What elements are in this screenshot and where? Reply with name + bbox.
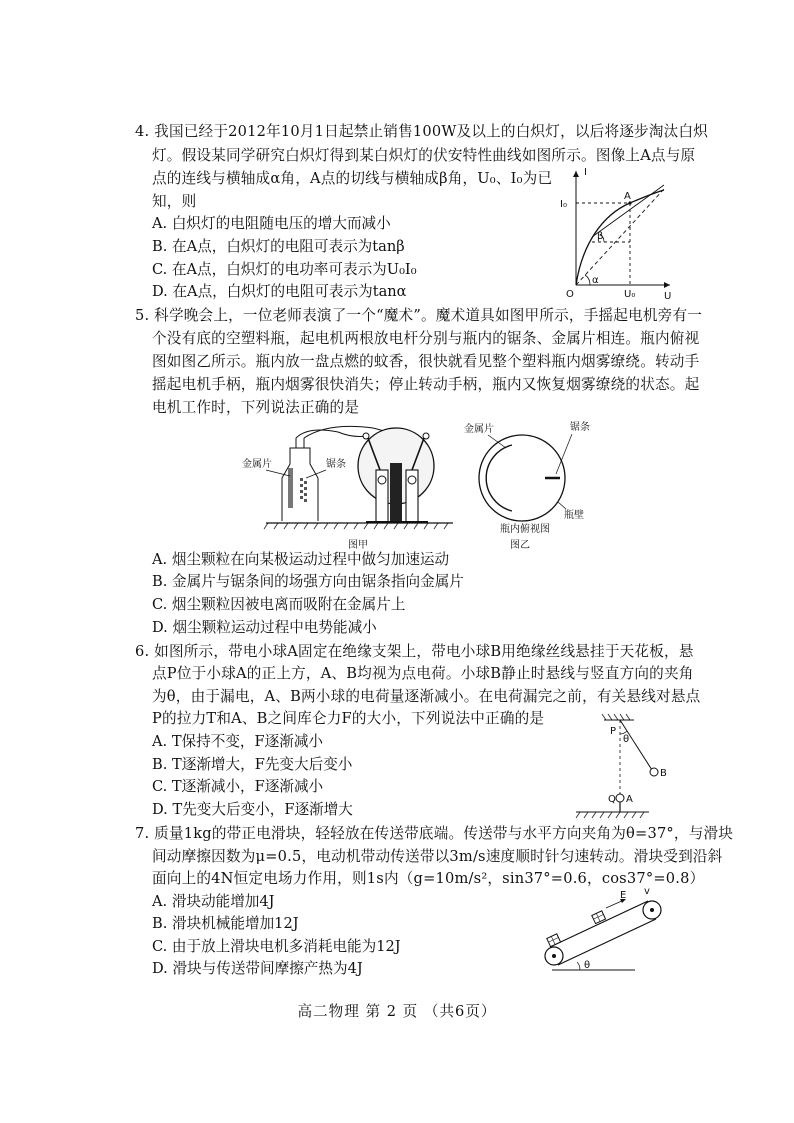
q5-option-a: A. 烟尘颗粒在向某极运动过程中做匀加速运动 (152, 551, 450, 568)
q5-yi-metal-sheet-label: 金属片 (464, 424, 494, 435)
q4-fig-alpha-label: α (592, 275, 599, 286)
page-footer: 高二物理 第 2 页 （共6页） (297, 1003, 497, 1020)
q5-stem-line-3: 图如图乙所示。瓶内放一盘点燃的蚊香，很快就看见整个塑料瓶内烟雾缭绕。转动手 (152, 353, 700, 370)
q5-option-b: B. 金属片与锯条间的场强方向由锯条指向金属片 (152, 573, 464, 590)
q7-fig-e-label: E (620, 890, 627, 901)
q6-pendulum-figure (574, 712, 674, 822)
q6-stem-line-2: 点P位于小球A的正上方，A、B均视为点电荷。小球B静止时悬线与竖直方向的夹角 (152, 665, 694, 682)
q7-stem-line-1: 7. 质量1kg的带正电滑块，轻轻放在传送带底端。传送带与水平方向夹角为θ=37°，与滑块 (135, 825, 734, 842)
q7-fig-theta-label: θ (584, 960, 591, 971)
q7-conveyor-figure (540, 888, 670, 980)
q6-option-c: C. T逐渐减小，F逐渐减小 (152, 778, 324, 795)
q5-yi-caption: 图乙 (510, 540, 530, 551)
q7-option-d: D. 滑块与传送带间摩擦产热为4J (152, 960, 363, 977)
q6-stem-line-3: 为θ，由于漏电，A、B两小球的电荷量逐渐减小。在电荷漏完之前，有关悬线对悬点 (152, 688, 701, 705)
q6-fig-a-label: A (626, 794, 633, 805)
q5-jia-caption: 图甲 (348, 540, 368, 551)
q4-fig-u0-label: U₀ (624, 289, 636, 300)
q5-stem-line-4: 摇起电机手柄，瓶内烟雾很快消失；停止转动手柄，瓶内又恢复烟雾缭绕的状态。起 (152, 376, 700, 393)
q7-stem-line-2: 间动摩擦因数为μ=0.5，电动机带动传送带以3m/s速度顺时针匀速转动。滑块受到沿斜 (152, 848, 723, 865)
q5-stem-line-1: 5. 科学晚会上，一位老师表演了一个“魔术”。魔术道具如图甲所示，手摇起电机旁有一 (135, 307, 703, 324)
q5-yi-subcaption: 瓶内俯视图 (500, 524, 550, 535)
q4-iv-curve-figure (560, 165, 674, 302)
q5-option-c: C. 烟尘颗粒因被电离而吸附在金属片上 (152, 596, 406, 613)
q4-stem-line-4: 知，则 (152, 193, 197, 210)
q4-fig-x-axis-label: U (664, 291, 672, 302)
q4-stem-line-3: 点的连线与横轴成α角，A点的切线与横轴成β角，U₀、I₀为已 (152, 170, 553, 187)
q6-fig-p-label: P (610, 726, 617, 737)
q4-stem-line-1: 4. 我国已经于2012年10月1日起禁止销售100W及以上的白炽灯，以后将逐步淘汰白炽 (135, 123, 709, 140)
q5-jia-metal-sheet-label: 金属片 (242, 459, 272, 470)
q6-fig-theta-label: θ (623, 734, 630, 745)
q7-option-a: A. 滑块动能增加4J (152, 893, 275, 910)
q6-fig-q-label: Q (608, 794, 616, 805)
q5-stem-line-2: 个没有底的空塑料瓶，起电机两根放电杆分别与瓶内的锯条、金属片相连。瓶内俯视 (152, 330, 700, 347)
q6-stem-line-4: P的拉力T和A、B之间库仑力F的大小，下列说法中正确的是 (152, 710, 545, 727)
q4-option-a: A. 白炽灯的电阻随电压的增大而减小 (152, 215, 391, 232)
q4-fig-point-a-label: A (624, 191, 631, 202)
q4-fig-beta-label: β (597, 231, 604, 242)
q4-option-c: C. 在A点，白炽灯的电功率可表示为U₀I₀ (152, 261, 417, 278)
q6-option-d: D. T先变大后变小，F逐渐增大 (152, 801, 353, 818)
q7-option-b: B. 滑块机械能增加12J (152, 915, 299, 932)
q4-fig-y-axis-label: I (584, 167, 587, 178)
q5-figure-jia (238, 418, 463, 553)
q5-figure-yi (460, 418, 590, 558)
q5-jia-saw-blade-label: 锯条 (326, 459, 346, 470)
q6-fig-b-label: B (660, 768, 667, 779)
q4-stem-line-2: 灯。假设某同学研究白炽灯得到某白炽灯的伏安特性曲线如图所示。图像上A点与原 (152, 147, 696, 164)
q7-fig-v-label: v (644, 886, 650, 897)
q4-option-b: B. 在A点，白炽灯的电阻可表示为tanβ (152, 238, 405, 255)
q6-option-a: A. T保持不变，F逐渐减小 (152, 733, 324, 750)
q7-option-c: C. 由于放上滑块电机多消耗电能为12J (152, 938, 401, 955)
q5-stem-line-5: 电机工作时，下列说法正确的是 (152, 399, 360, 416)
q4-fig-i0-label: I₀ (560, 199, 567, 210)
q5-option-d: D. 烟尘颗粒运动过程中电势能减小 (152, 619, 377, 636)
q5-yi-bottle-wall-label: 瓶壁 (564, 510, 584, 521)
q7-stem-line-3: 面向上的4N恒定电场力作用，则1s内（g=10m/s²，sin37°=0.6，cos37°=0.8） (152, 870, 705, 887)
q4-fig-origin-label: O (566, 289, 574, 300)
q4-option-d: D. 在A点，白炽灯的电阻可表示为tanα (152, 283, 407, 300)
q6-stem-line-1: 6. 如图所示，带电小球A固定在绝缘支架上，带电小球B用绝缘丝线悬挂于天花板，悬 (135, 643, 694, 660)
q5-yi-saw-blade-label: 锯条 (570, 422, 590, 433)
q6-option-b: B. T逐渐增大，F先变大后变小 (152, 756, 353, 773)
